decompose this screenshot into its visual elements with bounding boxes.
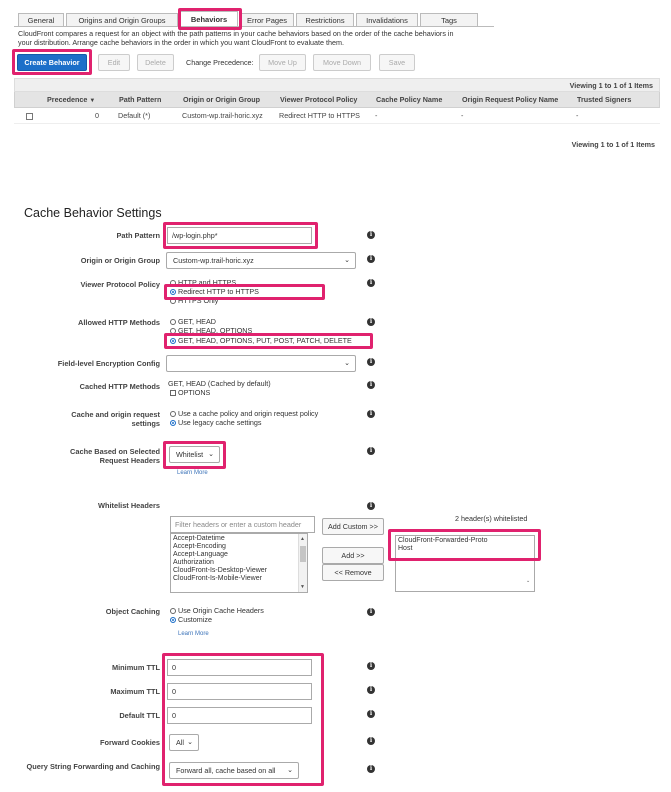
add-custom-button[interactable]: Add Custom >> (322, 518, 384, 535)
tab-tags[interactable]: Tags (420, 13, 478, 27)
min-ttl-label: Minimum TTL (111, 663, 160, 672)
query-string-label: Query String Forwarding and Caching (26, 762, 160, 771)
move-up-button[interactable]: Move Up (259, 54, 306, 71)
section-title: Cache Behavior Settings (24, 206, 162, 220)
col-origin-request-policy[interactable]: Origin Request Policy Name (462, 95, 559, 104)
whitelist-headers-label: Whitelist Headers (97, 501, 160, 510)
radio-selected-icon[interactable] (170, 338, 176, 344)
table-header (14, 92, 660, 108)
chevron-down-icon: ⌄ (287, 767, 293, 774)
info-icon[interactable]: i (367, 447, 375, 455)
cached-methods-option-options[interactable]: OPTIONS (170, 389, 210, 397)
header-filter-input[interactable]: Filter headers or enter a custom header (170, 516, 315, 533)
scroll-down-icon[interactable]: ▼ (300, 584, 305, 590)
cell-viewer-protocol: Redirect HTTP to HTTPS (279, 111, 360, 120)
cell-path-pattern: Default (*) (118, 111, 151, 120)
checkbox-icon[interactable] (170, 390, 176, 396)
whitelisted-headers-list[interactable] (395, 535, 535, 592)
cache-origin-option-legacy[interactable]: Use legacy cache settings (170, 419, 262, 427)
origin-select[interactable]: Custom-wp.trail-horic.xyz ⌄ (166, 252, 356, 269)
info-icon[interactable]: i (367, 318, 375, 326)
origin-label: Origin or Origin Group (80, 256, 160, 265)
list-item[interactable]: CloudFront-Is-Mobile-Viewer (173, 575, 262, 582)
col-cache-policy[interactable]: Cache Policy Name (376, 95, 443, 104)
cell-precedence: 0 (95, 111, 99, 120)
col-viewer-protocol[interactable]: Viewer Protocol Policy (280, 95, 358, 104)
radio-icon[interactable] (170, 319, 176, 325)
allowed-methods-option-all[interactable]: GET, HEAD, OPTIONS, PUT, POST, PATCH, DELETE (170, 337, 352, 345)
info-icon[interactable]: i (367, 358, 375, 366)
viewer-protocol-label: Viewer Protocol Policy (80, 280, 160, 289)
cache-origin-option-policy[interactable]: Use a cache policy and origin request policy (170, 410, 318, 418)
chevron-down-icon: ⌄ (344, 257, 350, 264)
tab-restrictions[interactable]: Restrictions (296, 13, 354, 27)
info-icon[interactable]: i (367, 279, 375, 287)
default-ttl-label: Default TTL (119, 711, 160, 720)
viewing-count-top: Viewing 1 to 1 of 1 Items (14, 78, 660, 92)
viewer-protocol-option-http-https[interactable]: HTTP and HTTPS (170, 279, 236, 287)
allowed-methods-label: Allowed HTTP Methods (78, 318, 160, 327)
remove-button[interactable]: << Remove (322, 564, 384, 581)
info-icon[interactable]: i (367, 410, 375, 418)
list-item[interactable]: Accept-Encoding (173, 543, 226, 550)
cell-origin-request-policy: - (461, 111, 464, 120)
object-caching-label: Object Caching (105, 607, 160, 616)
tab-divider (14, 26, 494, 27)
radio-selected-icon[interactable] (170, 617, 176, 623)
radio-icon[interactable] (170, 608, 176, 614)
chevron-down-icon: ⌄ (187, 739, 193, 746)
query-string-select[interactable]: Forward all, cache based on all ⌄ (169, 762, 299, 779)
radio-icon[interactable] (170, 298, 176, 304)
cache-headers-select[interactable]: Whitelist ⌄ (169, 446, 220, 463)
info-icon[interactable]: i (367, 381, 375, 389)
tab-bar (18, 10, 483, 27)
col-precedence[interactable]: Precedence ▼ (47, 95, 96, 104)
info-icon[interactable]: i (367, 502, 375, 510)
cell-cache-policy: - (375, 111, 378, 120)
list-scrollbar[interactable] (298, 534, 307, 592)
allowed-methods-option-get-head[interactable]: GET, HEAD (170, 318, 216, 326)
tab-general[interactable]: General (18, 13, 64, 27)
path-pattern-input[interactable]: /wp-login.php* (167, 227, 312, 244)
list-item[interactable]: CloudFront-Is-Desktop-Viewer (173, 567, 268, 574)
save-button[interactable]: Save (379, 54, 415, 71)
field-encryption-label: Field-level Encryption Config (57, 359, 160, 368)
row-select-checkbox[interactable] (26, 113, 33, 120)
col-origin[interactable]: Origin or Origin Group (183, 95, 261, 104)
cell-origin: Custom-wp.trail-horic.xyz (182, 111, 263, 120)
viewer-protocol-option-redirect[interactable]: Redirect HTTP to HTTPS (170, 288, 259, 296)
list-item[interactable]: Host (398, 545, 413, 552)
scroll-thumb[interactable] (300, 546, 306, 562)
move-down-button[interactable]: Move Down (313, 54, 371, 71)
radio-selected-icon[interactable] (170, 420, 176, 426)
whitelisted-count: 2 header(s) whitelisted (455, 514, 528, 523)
col-trusted-signers[interactable]: Trusted Signers (577, 95, 632, 104)
change-precedence-label: Change Precedence: (186, 58, 254, 67)
radio-icon[interactable] (170, 328, 176, 334)
list-scrollbar[interactable] (525, 536, 534, 591)
viewing-count-bottom: Viewing 1 to 1 of 1 Items (571, 140, 655, 149)
list-item[interactable]: Authorization (173, 559, 214, 566)
info-icon[interactable]: i (367, 608, 375, 616)
table-row[interactable] (14, 108, 660, 124)
tab-invalidations[interactable]: Invalidations (356, 13, 418, 27)
path-pattern-label: Path Pattern (116, 231, 160, 240)
default-ttl-input[interactable]: 0 (167, 707, 312, 724)
sort-down-icon: ▼ (89, 98, 96, 104)
object-caching-option-origin[interactable]: Use Origin Cache Headers (170, 607, 264, 615)
forward-cookies-select[interactable]: All ⌄ (169, 734, 199, 751)
allowed-methods-option-get-head-options[interactable]: GET, HEAD, OPTIONS (170, 327, 252, 335)
cache-origin-label: Cache and origin request settings (71, 410, 160, 428)
create-behavior-button[interactable]: Create Behavior (17, 54, 87, 71)
chevron-down-icon: ⌄ (208, 451, 214, 458)
field-encryption-select[interactable] (166, 355, 356, 372)
radio-icon[interactable] (170, 411, 176, 417)
list-item[interactable]: CloudFront-Forwarded-Proto (398, 537, 488, 544)
list-item[interactable]: Accept-Datetime (173, 535, 225, 542)
object-caching-option-customize[interactable]: Customize (170, 616, 212, 624)
info-icon[interactable]: i (367, 255, 375, 263)
chevron-down-icon: ⌄ (344, 360, 350, 367)
cached-methods-text: GET, HEAD (Cached by default) (168, 379, 271, 388)
radio-selected-icon[interactable] (170, 289, 176, 295)
radio-icon[interactable] (170, 280, 176, 286)
max-ttl-input[interactable]: 0 (167, 683, 312, 700)
min-ttl-input[interactable]: 0 (167, 659, 312, 676)
tab-behaviors[interactable]: Behaviors (180, 11, 238, 27)
max-ttl-label: Maximum TTL (110, 687, 160, 696)
cache-headers-label: Cache Based on Selected Request Headers (70, 447, 160, 465)
behaviors-description: CloudFront compares a request for an object with the path patterns in your cache behaviors based on the order of the cache behaviors in your distribution. Arrange cache behaviors in the order in which you want CloudFront to evaluate them. (18, 29, 454, 47)
tab-error-pages[interactable]: Error Pages (240, 13, 294, 27)
info-icon[interactable]: i (367, 231, 375, 239)
tab-origins[interactable]: Origins and Origin Groups (66, 13, 178, 27)
scroll-down-icon[interactable]: ⌄ (526, 578, 531, 584)
forward-cookies-label: Forward Cookies (100, 738, 160, 747)
list-item[interactable]: Accept-Language (173, 551, 228, 558)
edit-button[interactable]: Edit (98, 54, 130, 71)
info-icon[interactable]: i (367, 662, 375, 670)
cell-trusted-signers: - (576, 111, 579, 120)
info-icon[interactable]: i (367, 765, 375, 773)
add-button[interactable]: Add >> (322, 547, 384, 564)
behaviors-table (14, 78, 660, 124)
info-icon[interactable]: i (367, 710, 375, 718)
viewer-protocol-option-https-only[interactable]: HTTPS Only (170, 297, 218, 305)
delete-button[interactable]: Delete (137, 54, 174, 71)
info-icon[interactable]: i (367, 737, 375, 745)
available-headers-list[interactable] (170, 533, 308, 593)
info-icon[interactable]: i (367, 686, 375, 694)
col-path-pattern[interactable]: Path Pattern (119, 95, 162, 104)
cached-methods-label: Cached HTTP Methods (79, 382, 160, 391)
learn-more-link[interactable]: Learn More (177, 470, 208, 476)
scroll-up-icon[interactable]: ▲ (300, 536, 305, 542)
learn-more-link[interactable]: Learn More (178, 631, 209, 637)
